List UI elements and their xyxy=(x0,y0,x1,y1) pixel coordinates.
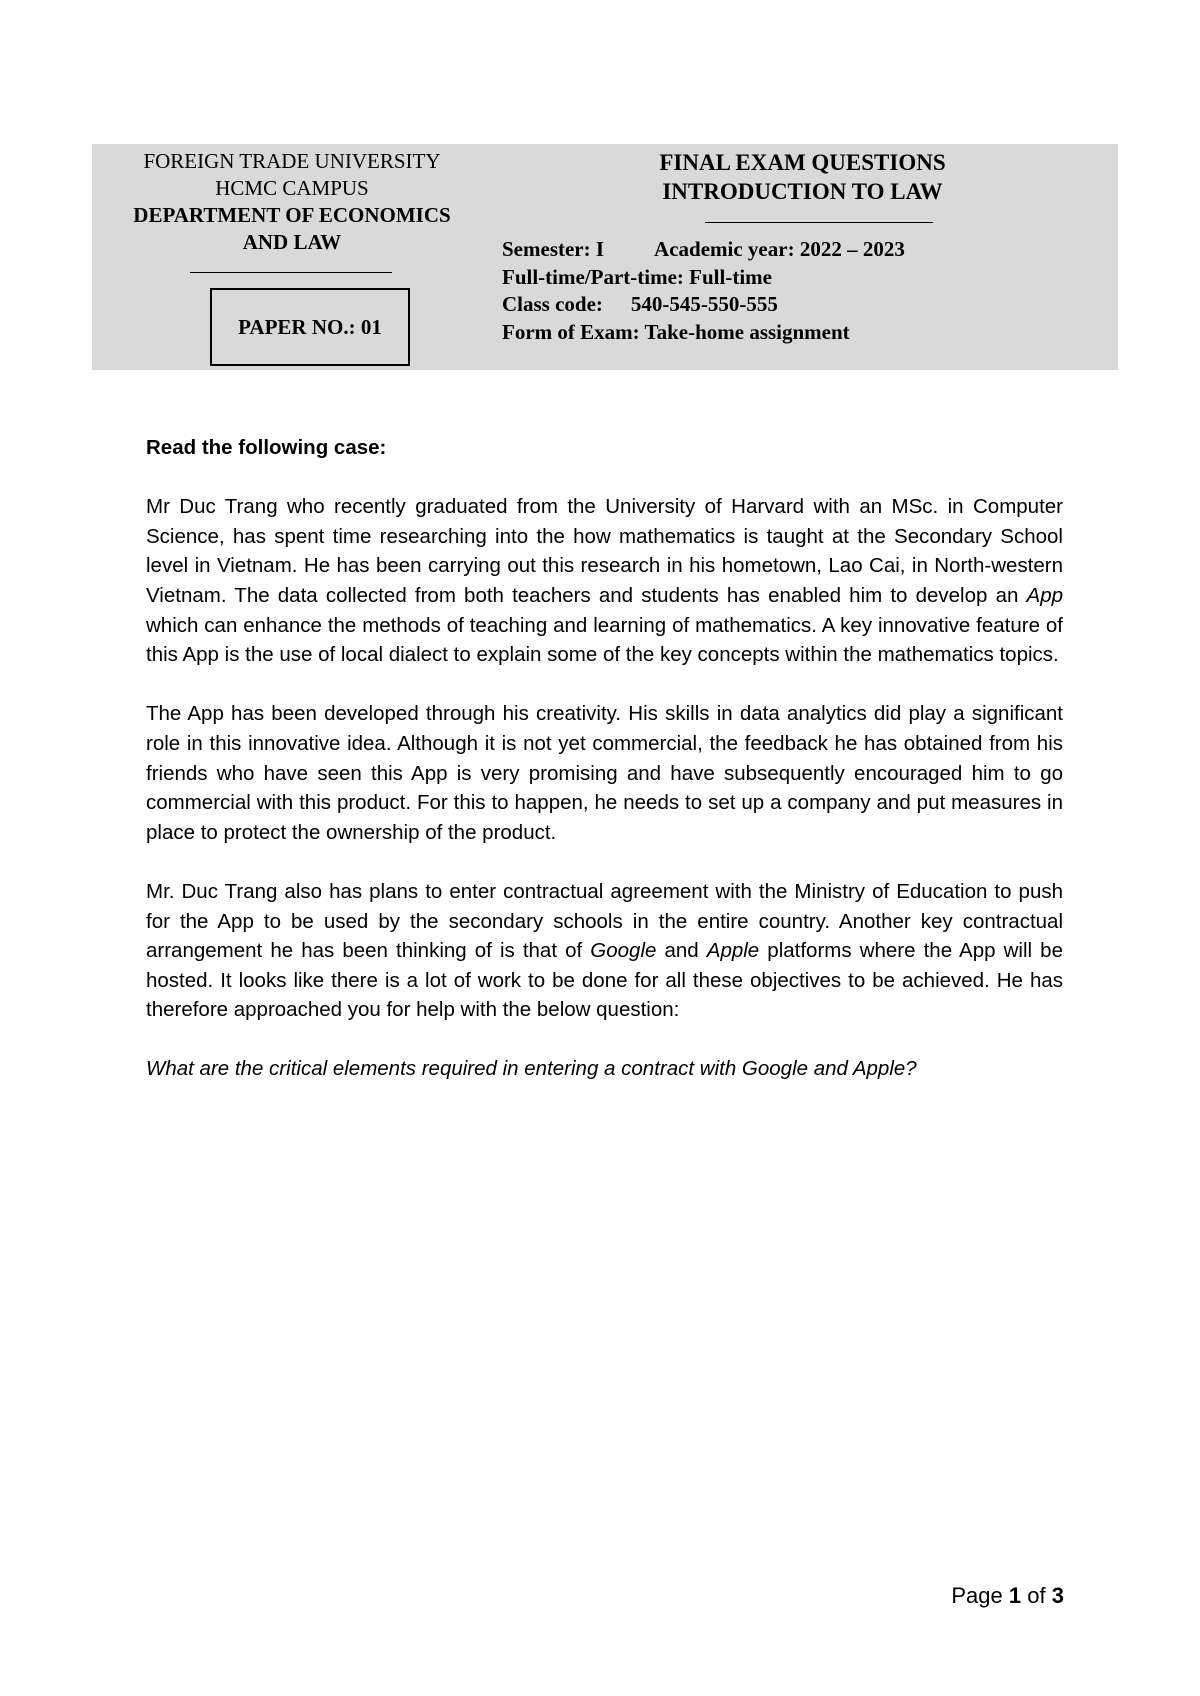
semester: Semester: I xyxy=(502,237,605,261)
p3-text-b: platforms where the App will be hosted. It looks like there is a lot of work to be done for all these objectives to be achieved. He has therefore approached you for help with the below question: xyxy=(146,939,1063,1022)
of-word: of xyxy=(1027,1583,1046,1608)
page-current: 1 xyxy=(1008,1583,1022,1608)
page-footer xyxy=(951,1583,1064,1609)
semester-row xyxy=(502,236,1022,264)
paper-number-box xyxy=(210,288,410,366)
case-body xyxy=(146,433,1063,1114)
title-divider xyxy=(705,222,933,223)
institution-divider xyxy=(190,272,392,273)
p1-app-term: App xyxy=(1026,583,1063,607)
exam-title-line-2: INTRODUCTION TO LAW xyxy=(662,179,943,204)
class-code-row xyxy=(502,291,1022,319)
class-code-label: Class code: xyxy=(502,292,603,316)
department-line-1: DEPARTMENT OF ECONOMICS xyxy=(133,203,451,227)
p3-text-a: Mr. Duc Trang also has plans to enter contractual agreement with the Ministry of Education to push for the App to be used by the secondary schools in the entire country. Another key contractual arrangement he has been thinking of is that of xyxy=(146,879,1063,963)
institution-block xyxy=(92,148,492,256)
university-name: FOREIGN TRADE UNIVERSITY xyxy=(143,149,441,173)
page-total: 3 xyxy=(1051,1583,1064,1608)
case-paragraph-3 xyxy=(146,877,1063,1025)
exam-meta xyxy=(502,236,1022,346)
exam-title-block xyxy=(600,148,1005,206)
p1-text-b: which can enhance the methods of teaching and learning of mathematics. A key innovative feature of this App is the use of local dialect to explain some of the key concepts within the mathematics topics. xyxy=(146,613,1063,667)
exam-form: Form of Exam: Take-home assignment xyxy=(502,319,850,344)
page-word: Page xyxy=(951,1583,1003,1608)
department-line-2: AND LAW xyxy=(242,230,342,254)
campus-name: HCMC CAMPUS xyxy=(215,176,369,200)
p1-text-a: Mr Duc Trang who recently graduated from the University of Harvard with an MSc. in Computer Science, has spent time researching into the how mathematics is taught at the Secondary School level in Vietnam. He has been carrying out this research in his hometown, Lao Cai, in North-western Vietnam. The data collected from both teachers and students has enabled him to develop an xyxy=(146,495,1063,607)
academic-year: Academic year: 2022 – 2023 xyxy=(654,237,905,261)
case-lead: Read the following case: xyxy=(146,436,387,459)
case-question: What are the critical elements required in entering a contract with Google and Apple? xyxy=(146,1057,917,1081)
paper-number: PAPER NO.: 01 xyxy=(238,314,382,339)
p3-apple-term: Apple xyxy=(706,939,760,963)
p3-google-term: Google xyxy=(590,939,657,963)
p3-and: and xyxy=(656,939,707,963)
study-mode: Full-time/Part-time: Full-time xyxy=(502,264,772,289)
case-paragraph-1 xyxy=(146,492,1063,670)
class-code: 540-545-550-555 xyxy=(630,292,778,316)
case-paragraph-2: The App has been developed through his creativity. His skills in data analytics did play a significant role in this innovative idea. Although it is not yet commercial, the feedback he has obtained from his friends who have seen this App is very promising and have subsequently encouraged him to go commercial with this product. For this to happen, he needs to set up a company and put measures in place to protect the ownership of the product. xyxy=(146,702,1063,844)
exam-title-line-1: FINAL EXAM QUESTIONS xyxy=(659,150,946,175)
